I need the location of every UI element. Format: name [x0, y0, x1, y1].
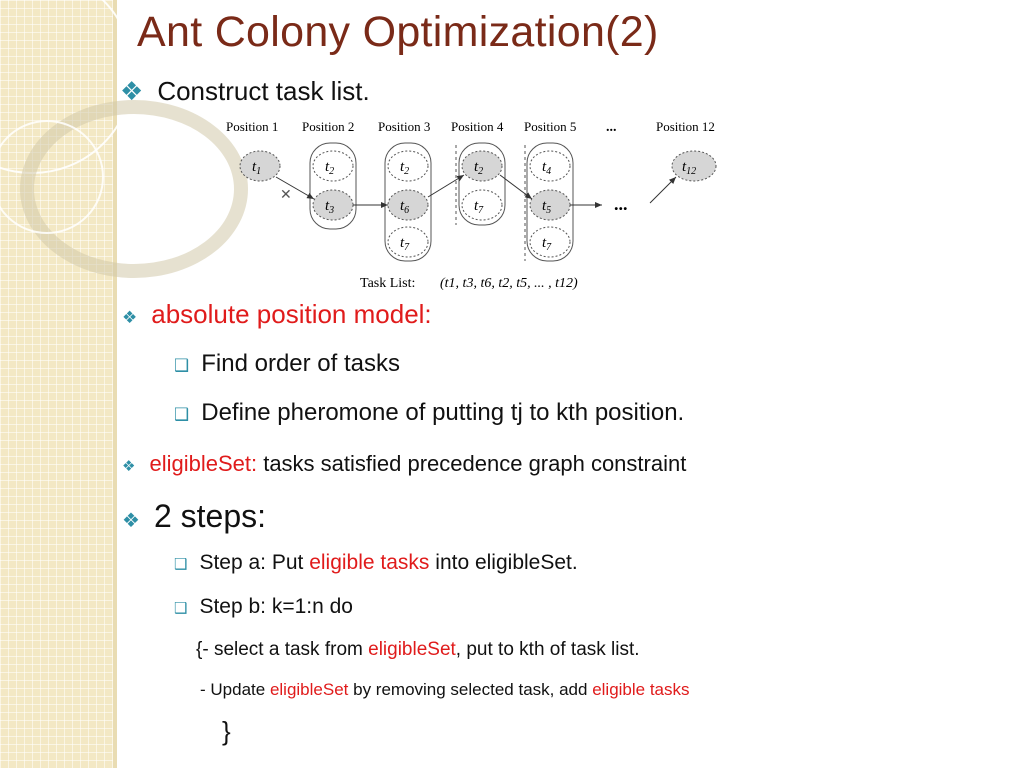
- line-text: , put to kth of task list.: [455, 639, 640, 660]
- task-node-label: $t_5$: [542, 198, 552, 216]
- ellipsis: ...: [614, 194, 628, 214]
- task-node-label: $t_7$: [400, 235, 410, 253]
- bullet-text: Define pheromone of putting tj to kth position.: [201, 399, 685, 426]
- eligible-label: eligibleSet:: [149, 451, 258, 476]
- task-list-value: (t1, t3, t6, t2, t5, ... , t12): [440, 276, 578, 291]
- square-bullet-icon: ❑: [174, 405, 190, 425]
- step-a-highlight: eligible tasks: [309, 551, 430, 574]
- sub-bullet-step-a: [174, 551, 578, 575]
- position-label: Position 3: [378, 119, 431, 134]
- line-highlight: eligibleSet: [269, 680, 349, 699]
- step-a-text: Step a: Put: [199, 551, 310, 574]
- line-text: {- select a task from: [196, 639, 369, 660]
- task-node-label: $t_1$: [252, 159, 262, 177]
- sub-bullet-define-pheromone: [174, 399, 684, 427]
- square-bullet-icon: ❑: [174, 599, 188, 617]
- task-node-label: $t_2$: [400, 159, 410, 177]
- step-b-line-1: [196, 639, 640, 661]
- step-a-text: into eligibleSet.: [429, 551, 578, 574]
- line-highlight: eligible tasks: [592, 680, 690, 699]
- bullet-text: Find order of tasks: [201, 350, 400, 377]
- position-label: Position 12: [656, 119, 715, 134]
- position-label: Position 1: [226, 119, 279, 134]
- bullet-absolute-model: [122, 299, 432, 330]
- eligible-description: tasks satisfied precedence graph constraint: [257, 451, 687, 476]
- task-node-label: $t_{12}$: [682, 159, 697, 177]
- bullet-two-steps: [122, 498, 266, 535]
- task-node-label: $t_2$: [325, 159, 335, 177]
- arrow: [650, 177, 676, 203]
- blocked-mark: ✕: [280, 188, 292, 203]
- brace-text: }: [222, 716, 231, 746]
- square-bullet-icon: ❑: [174, 356, 190, 376]
- position-label: ...: [606, 120, 617, 135]
- bullet-text: Construct task list.: [157, 76, 370, 106]
- bullet-construct: [120, 76, 370, 107]
- closing-brace: [222, 716, 231, 747]
- line-highlight: eligibleSet: [368, 639, 456, 660]
- task-node-label: $t_4$: [542, 159, 552, 177]
- position-label: Position 5: [524, 119, 577, 134]
- position-label: Position 4: [451, 119, 504, 134]
- square-bullet-icon: ❑: [174, 555, 188, 573]
- task-node-label: $t_7$: [542, 235, 552, 253]
- sub-bullet-step-b: [174, 595, 353, 619]
- bullet-eligible-set: [122, 451, 686, 477]
- diamond-bullet-icon: ❖: [122, 457, 136, 475]
- diamond-bullet-icon: ❖: [122, 308, 138, 328]
- bullet-text: 2 steps:: [153, 498, 266, 534]
- bullet-text: absolute position model:: [151, 299, 432, 329]
- task-node-label: $t_3$: [325, 198, 335, 216]
- line-text: by removing selected task, add: [348, 680, 593, 699]
- position-label: Position 2: [302, 119, 355, 134]
- task-node-label: $t_2$: [474, 159, 484, 177]
- task-node-label: $t_7$: [474, 198, 484, 216]
- line-text: - Update: [200, 680, 270, 699]
- slide-title: Ant Colony Optimization(2): [137, 8, 659, 56]
- step-b-line-2: [200, 680, 690, 700]
- sub-bullet-find-order: [174, 350, 400, 378]
- task-list-diagram: [218, 113, 738, 295]
- bullet-text: Step b: k=1:n do: [199, 595, 353, 618]
- task-list-label: Task List:: [360, 276, 416, 291]
- diamond-bullet-icon: ❖: [120, 77, 144, 107]
- diamond-bullet-icon: ❖: [122, 508, 140, 532]
- task-node-label: $t_6$: [400, 198, 410, 216]
